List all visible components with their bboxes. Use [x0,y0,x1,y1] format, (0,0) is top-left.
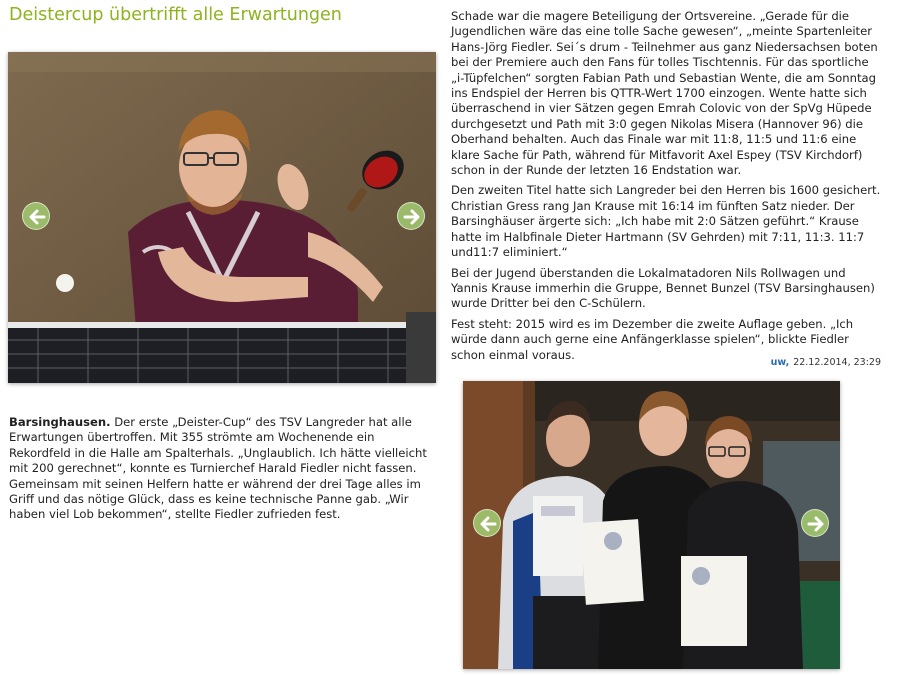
gallery-prev-button[interactable] [22,202,50,230]
gallery-next-button[interactable] [397,202,425,230]
article-paragraph: Fest steht: 2015 wird es im Dezember die zweite Auflage geben. „Ich würde dann auch gerne eine Anfängerklasse spielen“, blickte Fiedler schon einmal voraus. [451,316,854,362]
arrow-left-icon [27,207,47,227]
article-body-right [451,9,883,368]
article-intro [9,415,433,523]
table-tennis-player-photo [8,52,436,383]
photo-slider-player[interactable] [8,52,436,383]
gallery-prev-button[interactable] [473,509,501,537]
article-byline [771,357,881,368]
article-paragraph: Den zweiten Titel hatte sich Langreder bei den Herren bis 1600 gesichert. Christian Gress rang Jan Krause mit 16:14 im fünften Satz nieder. Der Barsinghäuser ärgerte sich: „Ich habe mit 2:0 Sätzen geführt.“ Krause hatte im Halbfinale Dieter Hartmann (SV Gehrden) mit 7:11, 11:3. 11:7 und11:7 eliminiert.“ [451,183,881,260]
arrow-right-icon [806,514,826,534]
publish-timestamp: 22.12.2014, 23:29 [793,357,881,368]
article-paragraph: Schade war die magere Beteiligung der Ortsvereine. „Gerade für die Jugendlichen wäre das eine tolle Sache gewesen“, „meinte Spartenleiter Hans-Jörg Fiedler. Sei´s drum - Teilnehmer aus ganz Niedersachsen boten bei der Premiere auch den Fans für tolles Tischtennis. Für das sportliche „i-Tüpfelchen“ sorgten Fabian Path und Sebastian Wente, die am Sonntag ins Endspiel der Herren bis QTTR-Wert 1700 einzogen. Wente hatte sich überraschend in vier Sätzen gegen Emrah Colovic von der SpVg Hüpede durchgesetzt und Path mit 3:0 gegen Nikolas Misera (Hannover 96) die Oberhand behalten. Auch das Finale war mit 11:8, 11:5 und 11:6 eine klare Sache für Path, während für Mitfavorit Axel Espey (TSV Kirchdorf) schon in der Runde der letzten 16 Endstation war. [451,9,878,178]
gallery-next-button[interactable] [801,509,829,537]
author-link[interactable]: uw, [770,357,790,368]
article-paragraph: Bei der Jugend überstanden die Lokalmatadoren Nils Rollwagen und Yannis Krause immerhin die Gruppe, Bennet Bunzel (TSV Barsinghausen) wurde Dritter bei den C-Schülern. [451,265,875,311]
youth-winners-photo [463,381,840,669]
arrow-right-icon [402,207,422,227]
photo-slider-winners[interactable] [463,381,840,669]
article-dateline: Barsinghausen. [9,415,111,429]
article-headline: Deistercup übertrifft alle Erwartungen [9,5,342,25]
arrow-left-icon [478,514,498,534]
article-intro-text: Der erste „Deister-Cup“ des TSV Langreder hat alle Erwartungen übertroffen. Mit 355 strömte am Wochenende ein Rekordfeld in die Halle am Spalterhals. „Unglaublich. Ich hätte vielleicht mit 200 gerechnet“, konnte es Turnierchef Harald Fiedler nicht fassen. Gemeinsam mit seinen Helfern hatte er während der drei Tage alles im Griff und das nötige Glück, dass es keine technische Panne gab. „Wir haben viel Lob bekommen“, stellte Fiedler zufrieden fest. [9,415,427,522]
